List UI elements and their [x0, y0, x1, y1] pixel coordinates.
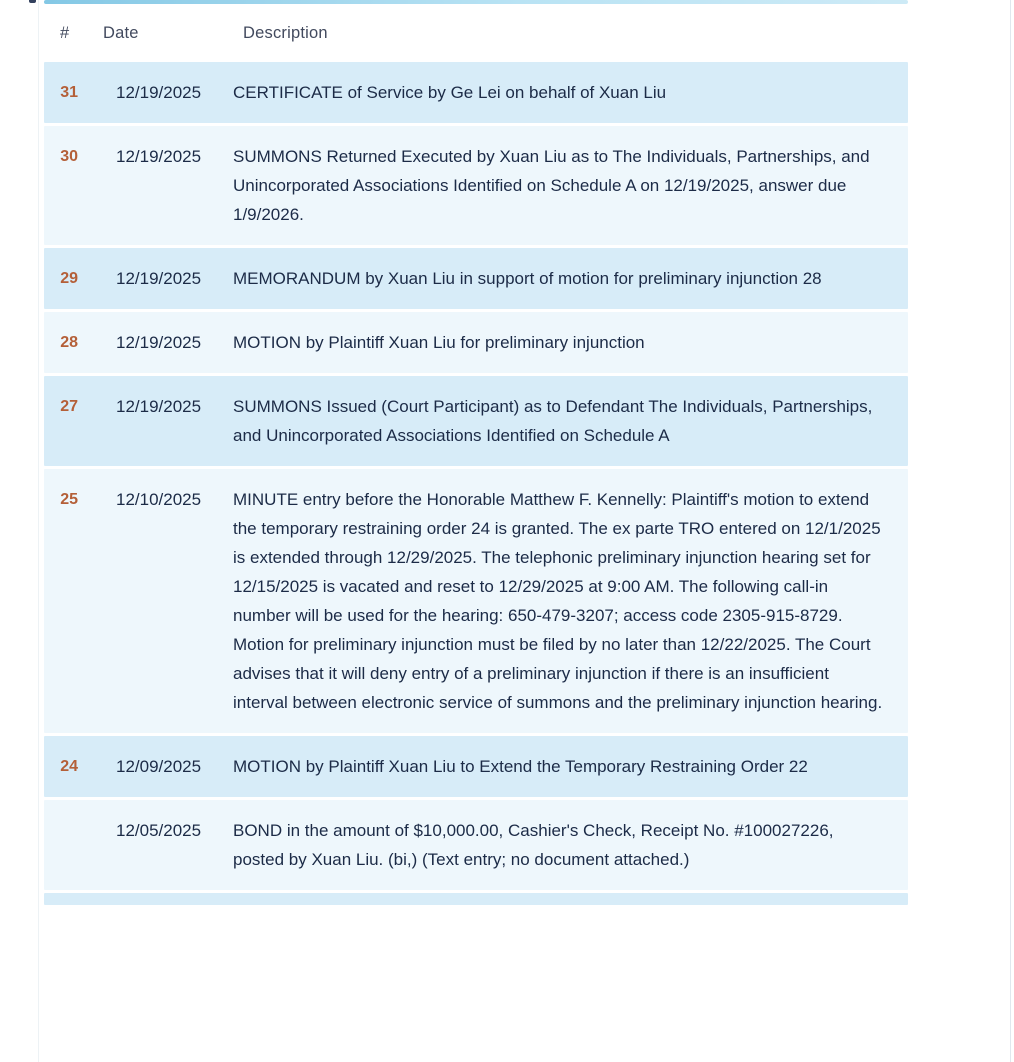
panel-right-border — [1010, 0, 1011, 1062]
table-row — [44, 248, 908, 309]
table-row — [44, 469, 908, 733]
entry-date: 12/19/2025 — [116, 147, 202, 166]
column-header-number: # — [60, 24, 70, 42]
table-row — [44, 893, 908, 905]
entry-number-link — [44, 816, 116, 874]
entry-description: MEMORANDUM by Xuan Liu in support of motion for preliminary injunction 28 — [233, 269, 822, 288]
entry-description: CERTIFICATE of Service by Ge Lei on behalf of Xuan Liu — [233, 83, 667, 102]
entry-description: SUMMONS Issued (Court Participant) as to Defendant The Individuals, Partnerships, and Unincorporated Associations Identified on Schedule A — [233, 397, 873, 445]
entry-description: MOTION by Plaintiff Xuan Liu for preliminary injunction — [233, 333, 645, 352]
entry-number-link[interactable]: 29 — [60, 270, 78, 287]
column-header-description: Description — [243, 24, 328, 42]
entry-date: 12/19/2025 — [116, 397, 202, 416]
entry-number-link[interactable]: 24 — [60, 758, 78, 775]
entry-number-link[interactable]: 30 — [60, 148, 78, 165]
window-edge-mark — [29, 0, 36, 3]
entry-date: 12/10/2025 — [116, 490, 202, 509]
docket-table-header — [44, 4, 908, 62]
entry-number-link[interactable]: 27 — [60, 398, 78, 415]
entry-number-link[interactable]: 25 — [60, 491, 78, 508]
entry-description — [233, 893, 908, 905]
table-row — [44, 736, 908, 797]
panel-left-border — [38, 0, 39, 1062]
entry-number-link[interactable]: 31 — [60, 84, 78, 101]
entry-date: 12/19/2025 — [116, 269, 202, 288]
table-row — [44, 62, 908, 123]
entry-date: 12/09/2025 — [116, 757, 202, 776]
docket-panel — [44, 0, 908, 905]
table-row — [44, 376, 908, 466]
column-header-date: Date — [103, 24, 139, 42]
entry-number-link[interactable]: 28 — [60, 334, 78, 351]
entry-description: MINUTE entry before the Honorable Matthew F. Kennelly: Plaintiff's motion to extend the temporary restraining order 24 is granted. The ex parte TRO entered on 12/1/2025 is extended through 12/29/2025. The telephonic preliminary injunction hearing set for 12/15/2025 is vacated and reset to 12/29/2025 at 9:00 AM. The following call-in number will be used for the hearing: 650-479-3207; access code 2305-915-8729. Motion for preliminary injunction must be filed by no later than 12/22/2025. The Court advises that it will deny entry of a preliminary injunction if there is an insufficient interval between electronic service of summons and the preliminary injunction hearing. — [233, 490, 883, 712]
entry-date — [116, 893, 233, 905]
table-row — [44, 800, 908, 890]
entry-date: 12/19/2025 — [116, 333, 202, 352]
docket-rows — [44, 62, 908, 905]
entry-number-link — [44, 893, 116, 905]
entry-description: MOTION by Plaintiff Xuan Liu to Extend the Temporary Restraining Order 22 — [233, 757, 808, 776]
entry-description: BOND in the amount of $10,000.00, Cashier's Check, Receipt No. #100027226, posted by Xuan Liu. (bi,) (Text entry; no document attached.) — [233, 821, 834, 869]
entry-description: SUMMONS Returned Executed by Xuan Liu as to The Individuals, Partnerships, and Unincorporated Associations Identified on Schedule A on 12/19/2025, answer due 1/9/2026. — [233, 147, 870, 224]
entry-date: 12/05/2025 — [116, 821, 202, 840]
table-row — [44, 312, 908, 373]
table-row — [44, 126, 908, 245]
entry-date: 12/19/2025 — [116, 83, 202, 102]
